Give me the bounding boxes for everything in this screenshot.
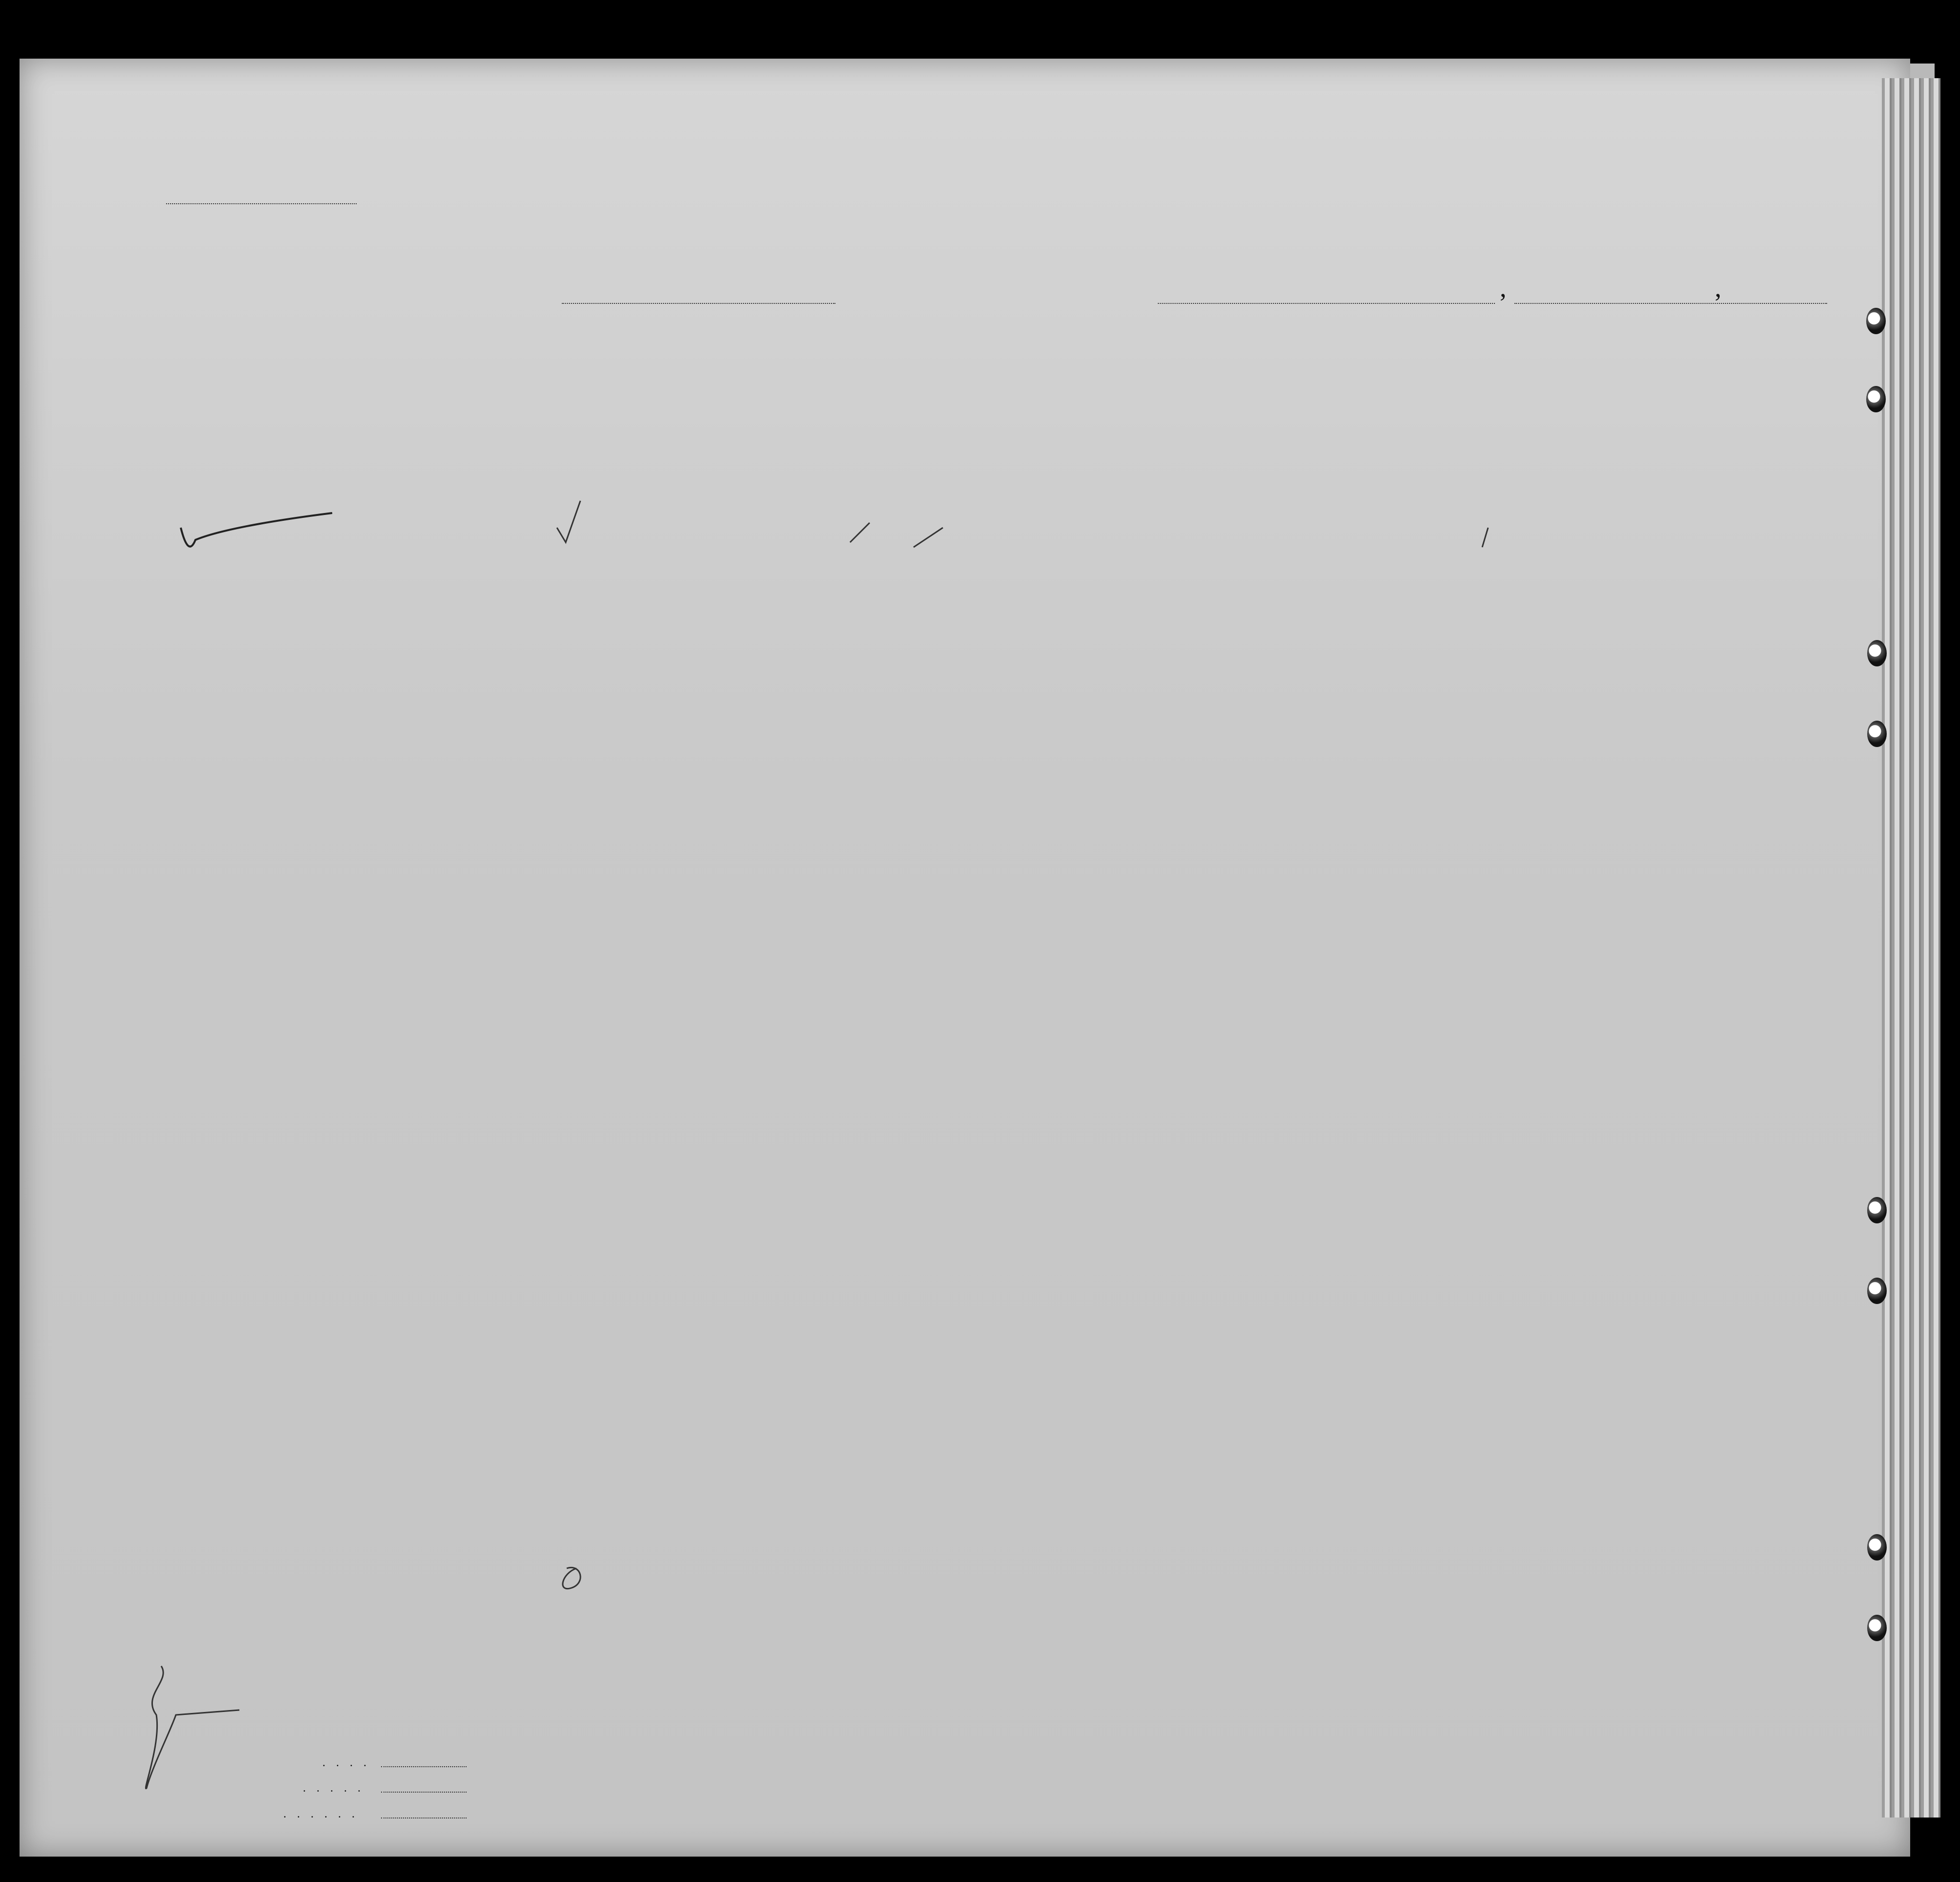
- binder-hole: [1867, 1615, 1887, 1641]
- binder-hole: [1867, 1197, 1887, 1223]
- binder-hole: [1866, 386, 1886, 412]
- footer-line-2: [381, 1792, 467, 1793]
- binder-hole: [1867, 640, 1887, 666]
- pen-marks: [20, 59, 1910, 1857]
- comma: ,: [1500, 273, 1507, 302]
- footer-dots-2: . . . . .: [303, 1782, 364, 1795]
- binder-hole: [1867, 1278, 1887, 1304]
- binder-hole: [1866, 308, 1886, 334]
- binder-hole: [1867, 721, 1887, 747]
- manifest-sheet: [20, 59, 1910, 1857]
- binder-hole: [1867, 1534, 1887, 1561]
- footer-dots-3: . . . . . .: [283, 1808, 359, 1820]
- footer-line-1: [381, 1766, 467, 1767]
- stacked-page-edges: [1882, 78, 1940, 1818]
- comma-2: ,: [1715, 273, 1722, 302]
- footer-dots-1: . . . .: [322, 1756, 370, 1769]
